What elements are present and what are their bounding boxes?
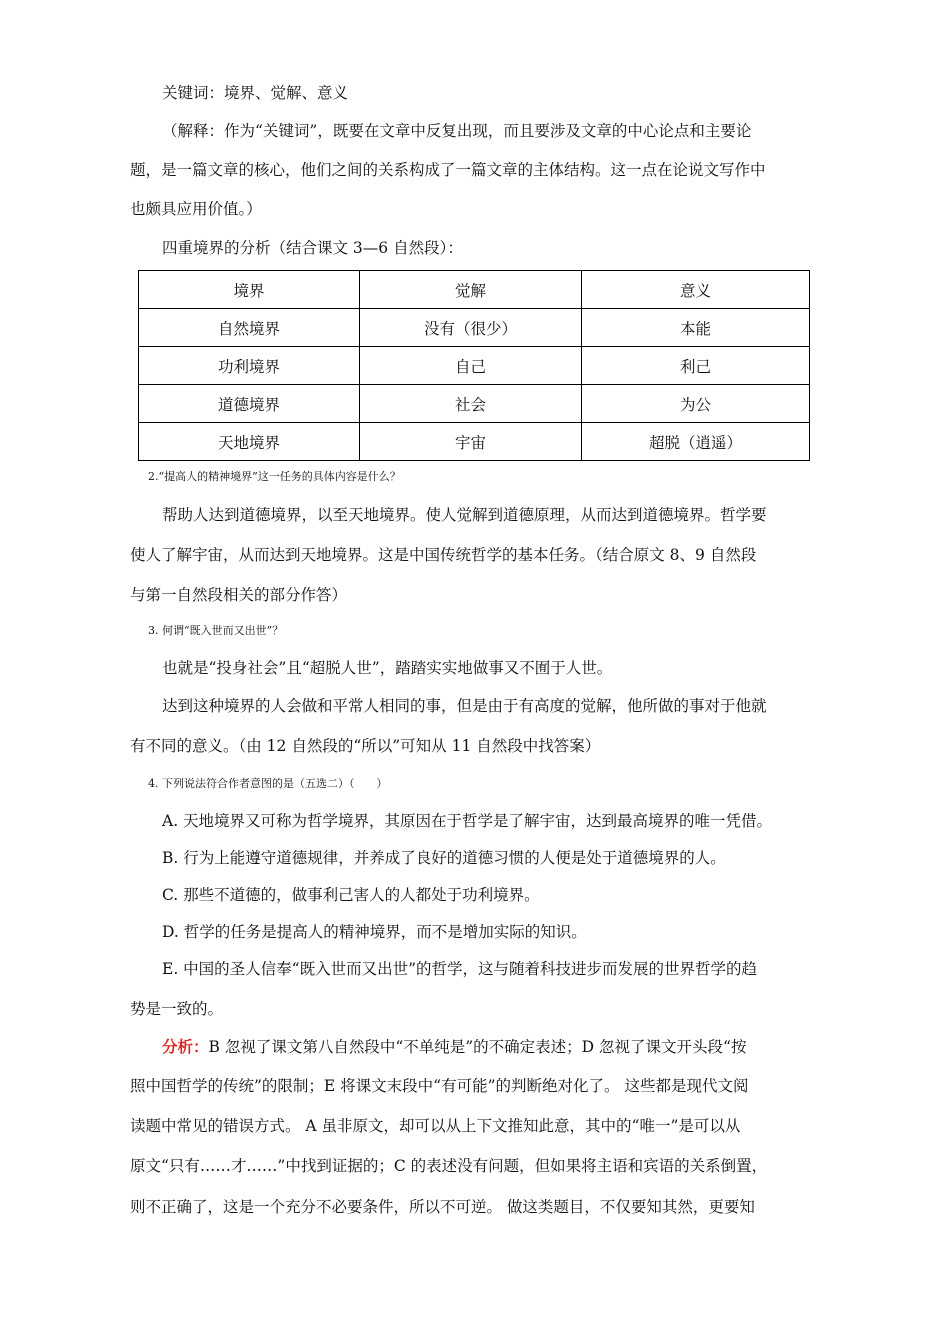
option-e-line-1: E. 中国的圣人信奉“既入世而又出世”的哲学，这与随着科技进步而发展的世界哲学的趋 [162,960,758,978]
table-row [139,347,810,385]
table-header-cell: 意义 [582,271,810,309]
table-cell: 本能 [582,309,810,347]
question-2: 2.“提高人的精神境界”这一任务的具体内容是什么？ [148,470,401,483]
answer-2-line-2: 使人了解宇宙，从而达到天地境界。这是中国传统哲学的基本任务。（结合原文 8、9 自然段 [130,546,757,564]
explanation-line-1: （解释：作为“关键词”，既要在文章中反复出现，而且要涉及文章的中心论点和主要论 [162,122,752,140]
table-cell: 为公 [582,385,810,423]
question-3: 3. 何谓“既入世而又出世”？ [148,624,284,637]
analysis-line-2: 照中国哲学的传统”的限制；E 将课文末段中“有可能”的判断绝对化了。 这些都是现代文阅 [130,1077,749,1095]
answer-2-line-3: 与第一自然段相关的部分作答） [130,586,348,604]
answer-3-line-3: 有不同的意义。（由 12 自然段的“所以”可知从 11 自然段中找答案） [130,737,601,755]
table-cell: 社会 [360,385,582,423]
table-cell: 功利境界 [139,347,360,385]
table-cell: 道德境界 [139,385,360,423]
analysis-line-1 [162,1036,822,1058]
table-row [139,423,810,461]
analysis-text: B 忽视了课文第八自然段中“不单纯是”的不确定表述；D 忽视了课文开头段“按 [208,1038,747,1056]
question-4: 4. 下列说法符合作者意图的是（五选二）（ ） [148,777,388,790]
table-cell: 利己 [582,347,810,385]
table-intro: 四重境界的分析（结合课文 3—6 自然段）： [162,239,463,257]
answer-3-line-1: 也就是“投身社会”且“超脱人世”，踏踏实实地做事又不囿于人世。 [162,659,613,677]
table-header-cell: 觉解 [360,271,582,309]
answer-2-line-1: 帮助人达到道德境界，以至天地境界。使人觉解到道德原理，从而达到道德境界。哲学要 [162,506,767,524]
table-cell: 自己 [360,347,582,385]
explanation-line-2: 题，是一篇文章的核心，他们之间的关系构成了一篇文章的主体结构。这一点在论说文写作中 [130,161,766,179]
option-e-line-2: 势是一致的。 [130,1000,224,1018]
table-cell: 超脱（逍遥） [582,423,810,461]
answer-3-line-2: 达到这种境界的人会做和平常人相同的事，但是由于有高度的觉解，他所做的事对于他就 [162,697,767,715]
option-d: D. 哲学的任务是提高人的精神境界，而不是增加实际的知识。 [162,923,587,941]
explanation-line-3: 也颇具应用价值。） [130,200,262,218]
table-cell: 天地境界 [139,423,360,461]
realm-table [138,270,810,461]
table-row [139,309,810,347]
option-c: C. 那些不道德的，做事利己害人的人都处于功利境界。 [162,886,540,904]
analysis-line-4: 原文“只有……才……”中找到证据的；C 的表述没有问题，但如果将主语和宾语的关系倒置， [130,1157,768,1175]
table-cell: 没有（很少） [360,309,582,347]
table-header-row [139,271,810,309]
option-a: A. 天地境界又可称为哲学境界，其原因在于哲学是了解宇宙，达到最高境界的唯一凭借。 [162,812,773,830]
table-cell: 自然境界 [139,309,360,347]
analysis-line-3: 读题中常见的错误方式。 A 虽非原文，却可以从上下文推知此意，其中的“唯一”是可以从 [130,1117,741,1135]
analysis-line-5: 则不正确了，这是一个充分不必要条件，所以不可逆。 做这类题目，不仅要知其然，更要知 [130,1198,755,1216]
analysis-label: 分析： [162,1037,209,1056]
option-b: B. 行为上能遵守道德规律，并养成了良好的道德习惯的人便是处于道德境界的人。 [162,849,726,867]
table-row [139,385,810,423]
keywords-line: 关键词：境界、觉解、意义 [162,84,349,102]
table-cell: 宇宙 [360,423,582,461]
table-header-cell: 境界 [139,271,360,309]
